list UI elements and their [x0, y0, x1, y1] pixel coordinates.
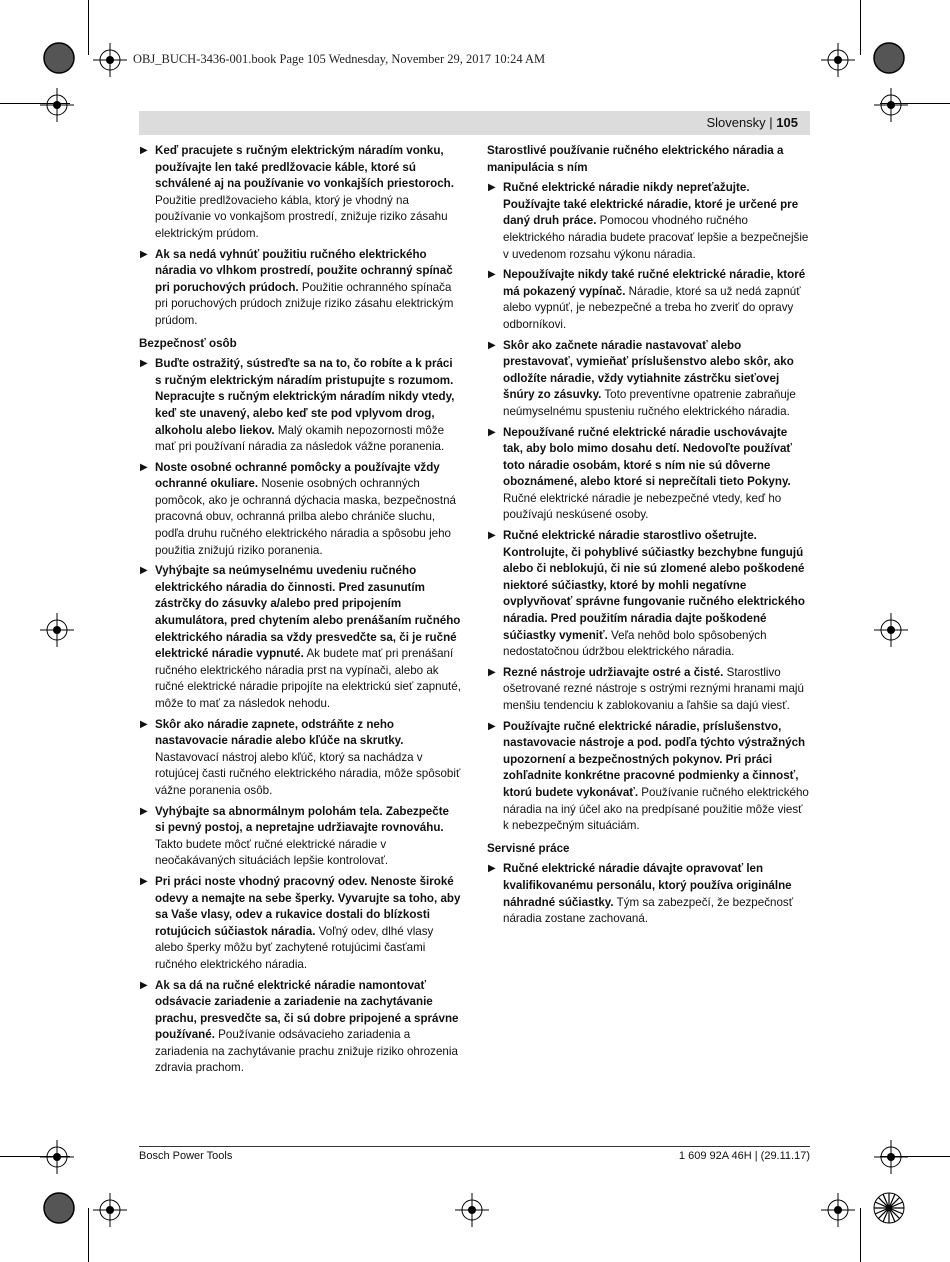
section-title-tool-use: Starostlivé používanie ručného elektrického náradia a manipulácia s ním — [487, 144, 784, 174]
item-text: Použitie predlžovacieho kábla, ktorý je vhodný na používanie vo vonkajšom prostredí, znižuje riziko zásahu elektrickým prúdom. — [155, 193, 448, 240]
bullet-arrow-icon: ▶ — [140, 805, 148, 817]
list-item — [487, 665, 809, 715]
color-wheel-mark — [42, 41, 76, 75]
item-text: Používanie ručného elektrického náradia na iný účel ako na predpísané použitie môže viesť k nebezpečným situáciám. — [503, 785, 809, 833]
list-item — [139, 717, 461, 800]
bullet-arrow-icon: ▶ — [488, 182, 496, 194]
registration-mark — [93, 43, 127, 77]
section-title-personal-safety: Bezpečnosť osôb — [139, 336, 237, 350]
crop-line — [88, 1208, 89, 1262]
item-text: Veľa nehôd bolo spôsobených nedostatočnou údržbou elektrického náradia. — [503, 628, 767, 659]
item-text: Tým sa zabezpečí, že bezpečnosť náradia zostane zachovaná. — [503, 895, 794, 926]
bullet-arrow-icon: ▶ — [488, 339, 496, 351]
item-text: Náradie, ktoré sa už nedá zapnúť alebo vypnúť, je nebezpečné a treba ho zveriť do opravy odborníkovi. — [503, 284, 801, 331]
item-bold-text: Buďte ostražitý, sústreďte sa na to, čo robíte a k práci s ručným elektrickým náradím pristupujte s rozumom. Nepracujte s ručným elektrickým náradím nikdy vtedy, keď ste unavený, alebo keď ste pod vplyvom drog, alkoholu alebo liekov. — [155, 357, 455, 437]
list-item — [487, 180, 809, 263]
item-text: Malý okamih nepozornosti môže mať pri používaní náradia za následok vážne poranenia. — [155, 423, 445, 454]
list-item — [139, 874, 461, 974]
page-header-bar — [139, 111, 810, 135]
bullet-arrow-icon: ▶ — [140, 248, 148, 260]
registration-mark — [40, 88, 74, 122]
left-column — [139, 143, 461, 1081]
crop-line — [860, 0, 861, 55]
bullet-arrow-icon: ▶ — [488, 666, 496, 678]
service-list — [487, 861, 809, 927]
item-text: Pomocou vhodného ručného elektrického náradia budete pracovať lepšie a bezpečnejšie v uvedenom rozsahu výkonu náradia. — [503, 214, 809, 261]
bullet-arrow-icon: ▶ — [488, 269, 496, 281]
item-bold-text: Vyhýbajte sa abnormálnym polohám tela. Zabezpečte si pevný postoj, a nepretajne udržiavajte rovnováhu. — [155, 804, 450, 835]
bullet-arrow-icon: ▶ — [488, 426, 496, 438]
bullet-arrow-icon: ▶ — [488, 530, 496, 542]
list-item — [487, 338, 809, 421]
item-bold-text: Keď pracujete s ručným elektrickým náradím vonku, používajte len také predlžovacie káble, ktoré sú schválené aj na používanie vo vonkajších priestoroch. — [155, 144, 454, 191]
registration-mark — [93, 1193, 127, 1227]
page-number: 105 — [776, 115, 798, 130]
personal-safety-list — [139, 356, 461, 1077]
footer-doc-code: 1 609 92A 46H | (29.11.17) — [678, 1150, 810, 1162]
list-item — [139, 247, 461, 330]
list-item — [139, 143, 461, 243]
list-item — [139, 978, 461, 1078]
page-header: Slovensky | 105 — [706, 115, 798, 130]
print-header: OBJ_BUCH-3436-001.book Page 105 Wednesday, November 29, 2017 10:24 AM — [133, 52, 546, 66]
list-item — [487, 267, 809, 333]
item-bold-text: Pri práci noste vhodný pracovný odev. Nenoste široké odevy a nemajte na sebe šperky. Vyvarujte sa toho, aby sa Vaše vlasy, odev a rukavice dostali do blízkosti rotujúcich súčiastok náradia. — [155, 874, 461, 938]
item-bold-text: Používajte ručné elektrické náradie, príslušenstvo, nastavovacie nástroje a pod. podľa týchto výstražných upozornení a bezpečnostných pokynov. Pri práci zohľadnite konkrétne pracovné podmienky a činnosť, ktorú budete vykonávať. — [503, 719, 806, 799]
item-bold-text: Ručné elektrické náradie starostlivo ošetrujte. Kontrolujte, či pohyblivé súčiastky bezchybne fungujú alebo či neblokujú, či nie sú zlomené alebo poškodené niektoré súčiastky, ktoré by mohli negatívne ovplyvňovať správne fungovanie ručného elektrického náradia. Pred použitím náradia dajte poškodené súčiastky vymeniť. — [503, 529, 805, 642]
footer-divider — [139, 1146, 810, 1147]
item-text: Nosenie osobných ochranných pomôcok, ako je ochranná dýchacia maska, bezpečnostná pracovná obuv, ochranná prilba alebo chrániče sluchu, podľa druhu ručného elektrického náradia a spôsobu jeho použitia znižujú riziko poranenia. — [155, 477, 456, 557]
list-item — [139, 804, 461, 870]
registration-mark — [821, 1193, 855, 1227]
list-item — [487, 425, 809, 525]
registration-mark — [874, 1140, 908, 1174]
item-bold-text: Ručné elektrické náradie nikdy nepreťažujte. Používajte také elektrické náradie, ktoré je určené pre daný druh práce. — [503, 181, 799, 228]
language-label: Slovensky — [706, 115, 766, 130]
bullet-arrow-icon: ▶ — [488, 863, 496, 875]
list-item — [487, 861, 809, 927]
item-bold-text: Skôr ako náradie zapnete, odstráňte z neho nastavovacie náradie alebo kľúče na skrutky. — [155, 717, 404, 748]
starburst-mark — [872, 1191, 906, 1225]
registration-mark — [40, 613, 74, 647]
bullet-arrow-icon: ▶ — [140, 358, 148, 370]
bullet-arrow-icon: ▶ — [140, 718, 148, 730]
registration-mark — [821, 43, 855, 77]
list-item — [139, 460, 461, 560]
bullet-arrow-icon: ▶ — [140, 875, 148, 887]
item-bold-text: Rezné nástroje udržiavajte ostré a čisté. — [503, 665, 724, 679]
left-top-list — [139, 143, 461, 330]
section-title-service: Servisné práce — [487, 841, 570, 855]
item-text: Starostlivo ošetrované rezné nástroje s ostrými reznými hranami majú menšiu tendenciu k zablokovaniu a ľahšie sa dajú viesť. — [503, 665, 804, 712]
item-text: Takto budete môcť ručné elektrické náradie v neočakávaných situáciách lepšie kontrolovať. — [155, 837, 389, 868]
item-text: Používanie odsávacieho zariadenia a zariadenia na zachytávanie prachu znižuje riziko ohrozenia zdravia prachom. — [155, 1028, 458, 1075]
item-text: Použitie ochranného spínača pri poruchových prúdoch znižuje riziko zásahu elektrickým prúdom. — [155, 280, 454, 327]
tool-use-list — [487, 180, 809, 835]
item-bold-text: Nepoužívané ručné elektrické náradie uschovávajte tak, aby bolo mimo dosahu detí. Nedovoľte používať toto náradie osobám, ktoré s ním nie sú dôverne oboznámené, alebo ktoré si neprečítali tieto Pokyny. — [503, 425, 792, 489]
item-text: Ak budete mať pri prenášaní ručného elektrického náradia prst na vypínači, alebo ak ručné elektrické náradie pripojíte na elektrickú sieť zapnuté, môže to mať za následok nehodu. — [155, 647, 461, 710]
item-text: Ručné elektrické náradie je nebezpečné vtedy, keď ho používajú neskúsené osoby. — [503, 491, 782, 522]
registration-mark — [874, 613, 908, 647]
list-item — [487, 719, 809, 835]
bullet-arrow-icon: ▶ — [140, 461, 148, 473]
bullet-arrow-icon: ▶ — [488, 720, 496, 732]
footer-brand: Bosch Power Tools — [139, 1150, 233, 1162]
item-bold-text: Ak sa nedá vyhnúť použitiu ručného elektrického náradia vo vlhkom prostredí, použite ochranný spínač pri poruchových prúdoch. — [155, 247, 453, 294]
bullet-arrow-icon: ▶ — [140, 145, 148, 156]
list-item — [139, 356, 461, 456]
color-wheel-mark — [42, 1191, 76, 1225]
bullet-arrow-icon: ▶ — [140, 565, 148, 577]
right-column — [487, 143, 809, 932]
item-text: Voľný odev, dlhé vlasy alebo šperky môžu byť zachytené rotujúcimi časťami ručného elektrického náradia. — [155, 924, 434, 971]
bullet-arrow-icon: ▶ — [140, 979, 148, 991]
crop-line — [88, 0, 89, 55]
registration-mark — [455, 1193, 489, 1227]
item-bold-text: Vyhýbajte sa neúmyselnému uvedeniu ručného elektrického náradia do činnosti. Pred zasunutím zástrčky do zásuvky a/alebo pred pripojením akumulátora, pred chytením alebo prenášaním ručného elektrického náradia sa vždy presvedčte sa, či je ručné elektrické náradie vypnuté. — [155, 564, 461, 661]
item-bold-text: Ak sa dá na ručné elektrické náradie namontovať odsávacie zariadenie a zariadenie na zachytávanie prachu, presvedčte sa, či sú dobre pripojené a správne používané. — [155, 978, 459, 1042]
item-bold-text: Noste osobné ochranné pomôcky a používajte vždy ochranné okuliare. — [155, 460, 440, 491]
crop-line — [860, 1208, 861, 1262]
item-text: Toto preventívne opatrenie zabraňuje neúmyselnému spusteniu ručného elektrického náradia. — [503, 388, 796, 418]
registration-mark — [874, 88, 908, 122]
color-wheel-mark — [872, 41, 906, 75]
list-item — [487, 528, 809, 661]
item-bold-text: Ručné elektrické náradie dávajte opravovať len kvalifikovanému personálu, ktorý používa originálne náhradné súčiastky. — [503, 862, 792, 909]
item-bold-text: Skôr ako začnete náradie nastavovať alebo prestavovať, vymieňať príslušenstvo alebo skôr, ako odložíte náradie, vždy vytiahnite zástrčku sieťovej šnúry zo zásuvky. — [503, 338, 794, 402]
list-item — [139, 563, 461, 712]
registration-mark — [40, 1140, 74, 1174]
item-text: Nastavovací nástroj alebo kľúč, ktorý sa nachádza v rotujúcej časti ručného elektrického náradia, môže spôsobiť vážne poranenia osôb. — [155, 750, 461, 797]
item-bold-text: Nepoužívajte nikdy také ručné elektrické náradie, ktoré má pokazený vypínač. — [503, 268, 806, 298]
